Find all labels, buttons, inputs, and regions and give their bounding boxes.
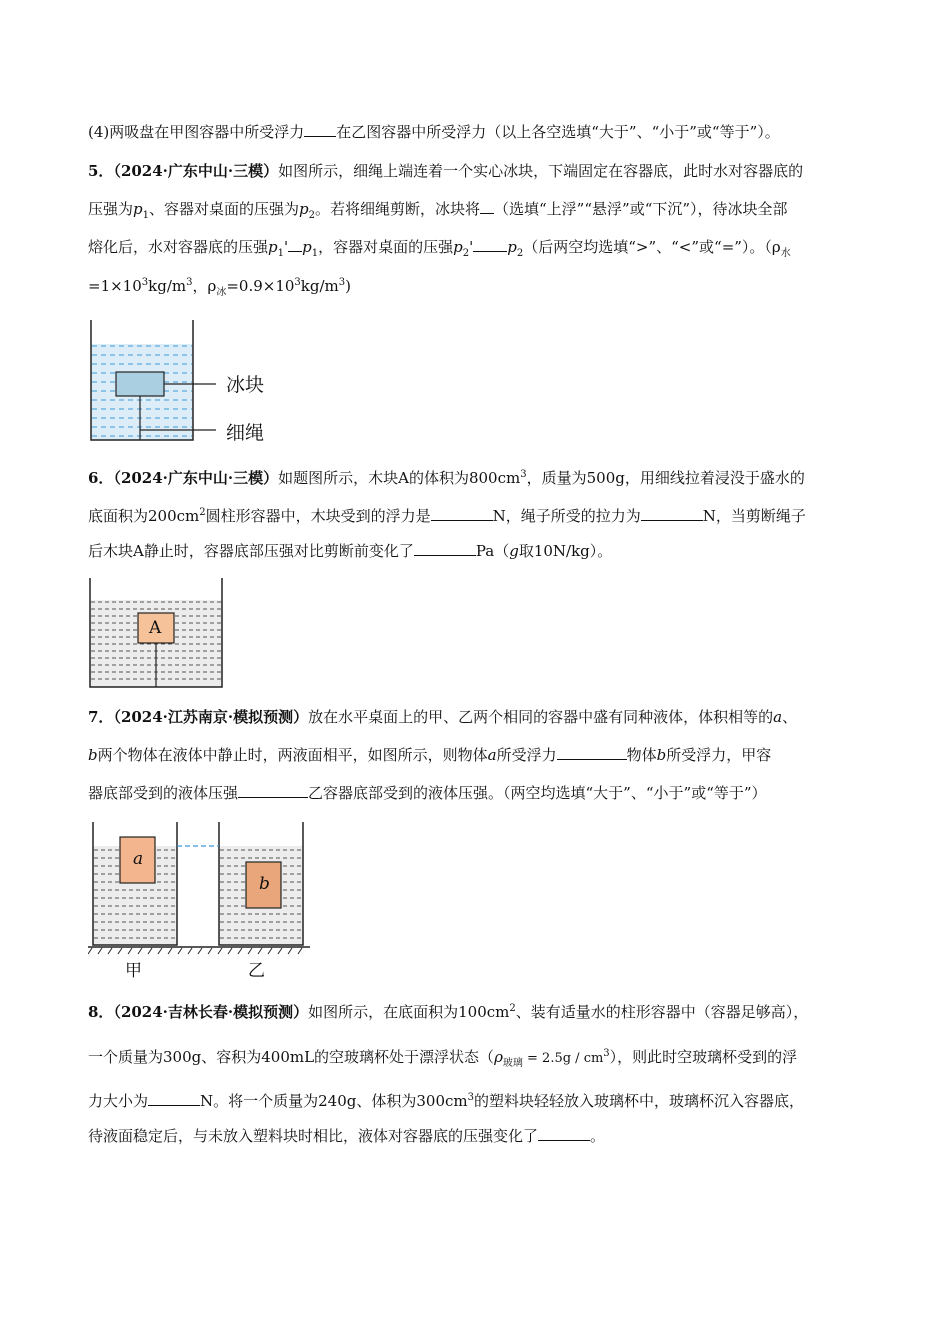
q5-p2: p — [299, 200, 309, 218]
q7-text-1a: 放在水平桌面上的甲、乙两个相同的容器中盛有同种液体，体积相等的 — [308, 708, 774, 726]
q5-source: （2024·广东中山·三模） — [113, 162, 279, 180]
q6-text-1a: 如题图所示，木块A的体积为800cm — [278, 469, 521, 487]
q6-sup-2: 2 — [199, 507, 206, 518]
q7-b-1: b — [88, 746, 98, 764]
q5-sup-1: 3 — [141, 277, 149, 288]
q6-figure — [88, 578, 228, 690]
q6-text-2a: 底面积为200cm — [88, 507, 200, 525]
q4-text-a: (4)两吸盘在甲图容器中所受浮力 — [88, 123, 305, 141]
q8-line-1 — [88, 998, 808, 1023]
q7-blank-2[interactable] — [238, 782, 308, 798]
q7-text-2d: 所受浮力，甲容 — [666, 746, 772, 764]
q5-sup-4: 3 — [338, 277, 346, 288]
q5-number: 5． — [88, 162, 114, 180]
q5-text-2d: （选填“上浮”“悬浮”或“下沉”），待冰块全部 — [494, 200, 788, 218]
q7-a-1: a — [773, 708, 783, 726]
q8-rho-sub: 玻璃 — [502, 1058, 523, 1069]
q6-blank-1[interactable] — [431, 505, 493, 521]
label-jia: 甲 — [125, 961, 142, 981]
q7-number: 7． — [88, 708, 114, 726]
q5-p1-ref-sub: 1 — [311, 248, 319, 259]
q6-text-3b: Pa（ — [475, 542, 510, 560]
q5-text-2c: 。若将细绳剪断，冰块将 — [315, 200, 481, 218]
q6-line-2 — [88, 502, 806, 527]
q6-line-3 — [88, 540, 612, 562]
q8-source: （2024·吉林长春·模拟预测） — [113, 1003, 309, 1021]
q5-text-3b: ，容器对桌面的压强 — [318, 238, 454, 256]
q8-line-3 — [88, 1087, 804, 1112]
q4-text-b: 在乙图容器中所受浮力（以上各空选填“大于”、“小于”或“等于”）。 — [336, 123, 780, 141]
q8-sup-3: 3 — [467, 1092, 475, 1103]
q5-figure — [88, 318, 288, 448]
q8-sup-2: 3 — [603, 1048, 610, 1059]
q5-text-2a: 压强为 — [88, 200, 134, 218]
q7-text-2a: 两个物体在液体中静止时，两液面相平，如图所示，则物体 — [97, 746, 488, 764]
q4-line-1 — [88, 121, 780, 143]
q5-text-4e: kg/m — [300, 277, 339, 295]
q5-text-3c: （后两空均选填“>”、“<”或“=”）。（ρ — [523, 238, 781, 256]
q6-text-2b: 圆柱形容器中，木块受到的浮力是 — [205, 507, 431, 525]
q7-a-2: a — [487, 746, 497, 764]
label-rope: 细绳 — [226, 422, 265, 444]
q8-text-3c: 的塑料块轻轻放入玻璃杯中，玻璃杯沉入容器底， — [474, 1092, 805, 1110]
q5-text-4b: kg/m — [148, 277, 187, 295]
q5-p1-prime-sub: 1 — [277, 248, 284, 259]
q7-blank-1[interactable] — [557, 744, 627, 760]
q7-figure — [88, 820, 310, 980]
q5-p2-ref: p — [507, 238, 517, 256]
q8-line-4 — [88, 1125, 605, 1147]
q8-blank-2[interactable] — [538, 1125, 590, 1141]
q8-blank-1[interactable] — [148, 1090, 200, 1106]
q5-p2-sub: 2 — [308, 210, 315, 221]
q4-blank-1[interactable] — [304, 121, 336, 137]
q6-text-2d: N，当剪断绳子 — [702, 507, 806, 525]
q7-text-1b: 、 — [782, 708, 798, 726]
q6-text-3c: 取10N/kg）。 — [518, 542, 613, 560]
q8-line-2 — [88, 1043, 797, 1075]
q8-number: 8． — [88, 1003, 114, 1021]
q8-rho-value: = 2.5g / cm — [522, 1051, 604, 1066]
q7-line-3 — [88, 782, 767, 804]
q7-text-2b: 所受浮力 — [496, 746, 557, 764]
q5-p1-prime: p — [268, 238, 278, 256]
q7-line-2 — [88, 744, 771, 766]
q6-blank-3[interactable] — [414, 540, 476, 556]
q8-text-4a: 待液面稳定后，与未放入塑料块时相比，液体对容器底的压强变化了 — [88, 1127, 539, 1145]
q5-text-4a: =1×10 — [88, 277, 142, 295]
q8-text-1b: 、装有适量水的柱形容器中（容器足够高）， — [515, 1003, 809, 1021]
q8-text-4b: 。 — [590, 1127, 606, 1145]
q6-text-3a: 后木块A静止时，容器底部压强对比剪断前变化了 — [88, 542, 414, 560]
q5-line-1 — [88, 160, 803, 182]
q7-b-2: b — [656, 746, 667, 764]
q5-sup-2: 3 — [186, 277, 193, 288]
q7-text-3a: 器底部受到的液体压强 — [88, 784, 239, 802]
q6-number: 6． — [88, 469, 114, 487]
q8-text-1a: 如图所示，在底面积为100cm — [308, 1003, 510, 1021]
q5-blank-1[interactable] — [480, 198, 494, 214]
label-a: a — [133, 849, 144, 869]
ice-block — [116, 372, 164, 396]
q5-blank-2[interactable] — [288, 236, 302, 252]
q5-rho-water-sub: 水 — [780, 248, 791, 259]
q8-text-3b: N。将一个质量为240g、体积为300cm — [200, 1092, 468, 1110]
q5-p2-prime-sub: 2 — [462, 248, 470, 259]
q5-line-3: 熔化后，水对容器底的压强$p_1'$ $p_1$，容器对桌面的压强$p_2'$ $p_2$（后两空均选填“>”、“<”或“=”）。（$\rho_水$ — [88, 238, 791, 259]
q5-text-4c: ，ρ — [192, 277, 217, 295]
q7-source: （2024·江苏南京·模拟预测） — [113, 708, 309, 726]
q5-line-4: $=1\times 10^3kg/m^3$，$\rho_冰=0.9\times 10^3kg/m^3$) — [88, 277, 351, 298]
q5-sup-3: 3 — [294, 277, 301, 288]
q6-g: g — [509, 542, 519, 560]
q6-source: （2024·广东中山·三模） — [113, 469, 279, 487]
q8-rho: ρ — [494, 1048, 503, 1066]
q5-p2-prime: p — [453, 238, 463, 256]
q5-line-2 — [88, 198, 788, 227]
label-b: b — [259, 874, 270, 894]
label-yi: 乙 — [248, 961, 265, 981]
q8-text-2b: ），则此时空玻璃杯受到的浮 — [609, 1048, 798, 1066]
q5-text-3a: 熔化后，水对容器底的压强 — [88, 238, 269, 256]
q6-text-1b: ，质量为500g，用细线拉着浸没于盛水的 — [526, 469, 805, 487]
q7-text-3b: 乙容器底部受到的液体压强。（两空均选填“大于”、“小于”或“等于”） — [308, 784, 767, 802]
q6-sup-1: 3 — [520, 469, 527, 480]
q5-text-4d: =0.9×10 — [226, 277, 295, 295]
q6-line-1 — [88, 464, 805, 489]
label-block-a: A — [149, 618, 162, 638]
q5-text-2b: 、容器对桌面的压强为 — [149, 200, 300, 218]
q6-blank-2[interactable] — [641, 505, 703, 521]
q5-p1: p — [133, 200, 143, 218]
label-ice: 冰块 — [226, 374, 265, 396]
q5-rho-ice-sub: 冰 — [216, 287, 227, 298]
q6-text-2c: N，绳子所受的拉力为 — [492, 507, 641, 525]
q5-blank-3[interactable] — [473, 236, 507, 252]
q5-p1-ref: p — [302, 238, 312, 256]
q5-text-1: 如图所示，细绳上端连着一个实心冰块，下端固定在容器底，此时水对容器底的 — [278, 162, 804, 180]
q8-text-3a: 力大小为 — [88, 1092, 149, 1110]
q7-line-1 — [88, 706, 797, 728]
q5-p2-ref-sub: 2 — [516, 248, 524, 259]
q8-sup-1: 2 — [509, 1003, 516, 1014]
q5-p1-sub: 1 — [142, 210, 149, 221]
q8-text-2a: 一个质量为300g、容积为400mL的空玻璃杯处于漂浮状态（ — [88, 1048, 495, 1066]
q7-text-2c: 物体 — [626, 746, 657, 764]
